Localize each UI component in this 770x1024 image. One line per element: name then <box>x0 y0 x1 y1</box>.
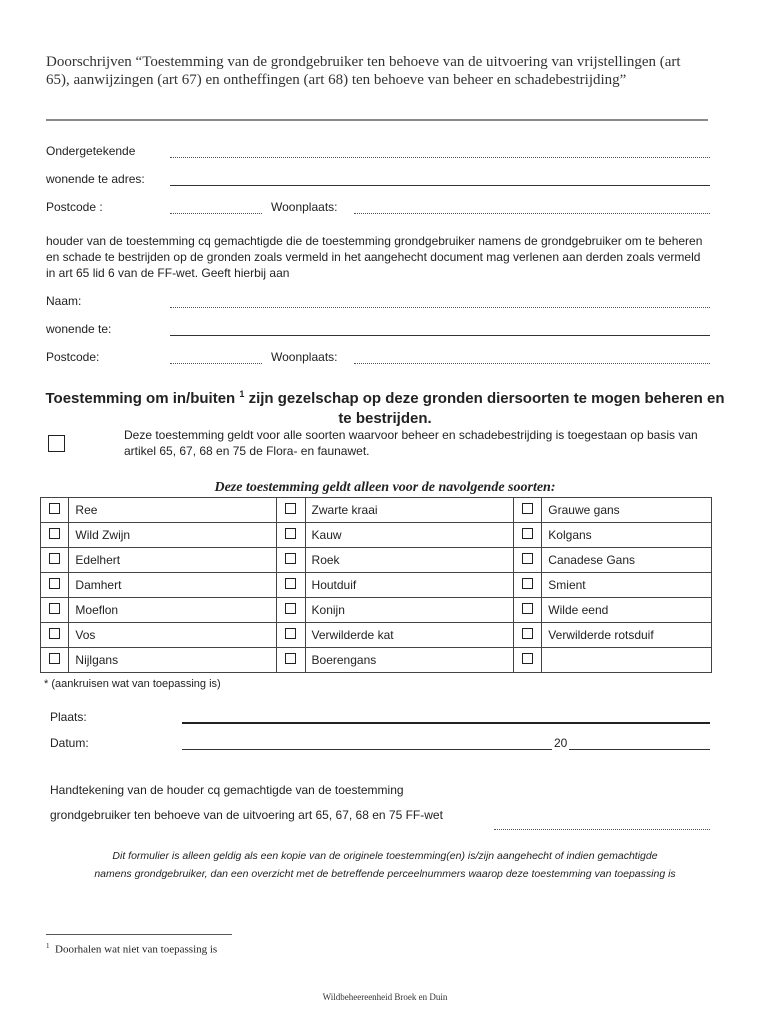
species-name: Kauw <box>305 523 513 548</box>
species-checkbox-cell <box>277 573 305 598</box>
species-name: Zwarte kraai <box>305 498 513 523</box>
species-checkbox-cell <box>513 598 541 623</box>
label-postcode-2: Postcode: <box>46 350 100 364</box>
species-name: Vos <box>69 623 277 648</box>
species-checkbox[interactable] <box>522 578 533 589</box>
species-checkbox[interactable] <box>49 528 60 539</box>
species-name: Edelhert <box>69 548 277 573</box>
species-checkbox-cell <box>41 523 69 548</box>
species-name <box>542 648 712 673</box>
table-row <box>41 498 712 523</box>
validity-note-2: namens grondgebruiker, dan een overzicht met de betreffende perceelnummers waarop deze toestemming van toepassing is <box>94 868 676 880</box>
species-checkbox[interactable] <box>285 528 296 539</box>
species-name: Canadese Gans <box>542 548 712 573</box>
signature-label-1: Handtekening van de houder cq gemachtigde van de toestemming <box>50 783 404 797</box>
table-row <box>41 598 712 623</box>
species-name: Ree <box>69 498 277 523</box>
field-postcode-2[interactable] <box>170 363 262 364</box>
species-checkbox[interactable] <box>49 503 60 514</box>
field-plaats[interactable] <box>182 722 710 724</box>
field-ondergetekende[interactable] <box>170 157 710 158</box>
species-checkbox-cell <box>277 623 305 648</box>
species-checkbox-cell <box>277 498 305 523</box>
species-checkbox-cell <box>277 598 305 623</box>
all-species-checkbox[interactable] <box>48 435 65 452</box>
species-checkbox-cell <box>41 648 69 673</box>
label-plaats: Plaats: <box>50 710 87 724</box>
species-name: Wild Zwijn <box>69 523 277 548</box>
species-checkbox-cell <box>513 573 541 598</box>
footnote: $^1$ Doorhalen wat niet van toepassing is <box>46 942 218 956</box>
species-name: Roek <box>305 548 513 573</box>
table-row <box>41 548 712 573</box>
table-row <box>41 523 712 548</box>
species-checkbox[interactable] <box>285 578 296 589</box>
label-datum: Datum: <box>50 736 89 750</box>
label-wonende: wonende te: <box>46 322 112 336</box>
authorization-paragraph: houder van de toestemming cq gemachtigde die de toestemming grondgebruiker namens de grondgebruiker om te beheren en schade te bestrijden op de gronden zoals vermeld in het aangehecht document mag verlenen aan derden zoals vermeld in art 65 lid 6 van de FF-wet. Geeft hierbij aan <box>46 234 703 280</box>
species-checkbox[interactable] <box>522 653 533 664</box>
field-postcode-1[interactable] <box>170 213 262 214</box>
species-checkbox-cell <box>41 573 69 598</box>
species-table <box>40 497 712 673</box>
species-checkbox[interactable] <box>49 578 60 589</box>
species-checkbox-cell <box>513 548 541 573</box>
field-datum[interactable] <box>182 749 710 750</box>
species-name: Boerengans <box>305 648 513 673</box>
label-wonende-adres: wonende te adres: <box>46 172 145 186</box>
species-checkbox[interactable] <box>522 603 533 614</box>
species-name: Konijn <box>305 598 513 623</box>
label-naam: Naam: <box>46 294 82 308</box>
species-checkbox[interactable] <box>285 653 296 664</box>
species-checkbox-cell <box>513 498 541 523</box>
page-footer: Wildbeheereenheid Broek en Duin <box>322 992 448 1002</box>
species-checkbox[interactable] <box>285 628 296 639</box>
label-woonplaats-2: Woonplaats: <box>271 350 338 364</box>
species-checkbox-cell <box>41 623 69 648</box>
species-checkbox[interactable] <box>522 628 533 639</box>
species-checkbox[interactable] <box>522 503 533 514</box>
species-checkbox-cell <box>513 623 541 648</box>
species-name: Verwilderde kat <box>305 623 513 648</box>
table-row <box>41 623 712 648</box>
species-name: Grauwe gans <box>542 498 712 523</box>
species-checkbox-cell <box>513 523 541 548</box>
species-checkbox-cell <box>277 523 305 548</box>
label-woonplaats-1: Woonplaats: <box>271 200 338 214</box>
species-checkbox-cell <box>41 498 69 523</box>
species-checkbox[interactable] <box>522 528 533 539</box>
species-name: Verwilderde rotsduif <box>542 623 712 648</box>
species-checkbox-cell <box>277 548 305 573</box>
document-title: Doorschrijven “Toestemming van de grondgebruiker ten behoeve van de uitvoering van vrijstellingen (art 65), aanwijzingen (art 67) en ontheffingen (art 68) ten behoeve van beheer en schadebestrijding” <box>46 54 681 88</box>
species-checkbox-cell <box>41 598 69 623</box>
species-checkbox[interactable] <box>522 553 533 564</box>
field-wonende[interactable] <box>170 335 710 336</box>
label-postcode-1: Postcode : <box>46 200 103 214</box>
species-name: Houtduif <box>305 573 513 598</box>
species-name: Damhert <box>69 573 277 598</box>
footnote-ref: 1 <box>239 389 245 399</box>
species-name: Nijlgans <box>69 648 277 673</box>
species-checkbox[interactable] <box>285 553 296 564</box>
species-checkbox[interactable] <box>49 653 60 664</box>
table-row <box>41 573 712 598</box>
species-checkbox[interactable] <box>49 603 60 614</box>
footnote-divider <box>46 934 232 935</box>
field-wonende-adres[interactable] <box>170 185 710 186</box>
signature-field[interactable] <box>494 829 710 830</box>
species-checkbox[interactable] <box>49 553 60 564</box>
species-checkbox-cell <box>41 548 69 573</box>
species-name: Wilde eend <box>542 598 712 623</box>
label-ondergetekende: Ondergetekende <box>46 144 136 158</box>
title-divider <box>46 119 708 121</box>
signature-label-2: grondgebruiker ten behoeve van de uitvoering art 65, 67, 68 en 75 FF-wet <box>50 808 443 822</box>
species-checkbox[interactable] <box>285 503 296 514</box>
permission-heading: Toestemming om in/buiten $^1$ zijn gezelschap op deze gronden diersoorten te mogen beheren en te bestrijden. <box>45 389 725 427</box>
field-naam[interactable] <box>170 307 710 308</box>
year-prefix: 20 <box>554 736 568 750</box>
species-name: Moeflon <box>69 598 277 623</box>
validity-note-1: Dit formulier is alleen geldig als een kopie van de originele toestemming(en) is/zijn aangehecht of indien gemachtigde <box>112 850 658 862</box>
species-subheading: Deze toestemming geldt alleen voor de navolgende soorten: <box>214 480 556 495</box>
species-checkbox-cell <box>513 648 541 673</box>
table-row <box>41 648 712 673</box>
species-checkbox[interactable] <box>285 603 296 614</box>
species-name: Smient <box>542 573 712 598</box>
species-checkbox-cell <box>277 648 305 673</box>
field-woonplaats-2[interactable] <box>354 363 710 364</box>
check-note: * (aankruisen wat van toepassing is) <box>44 678 221 690</box>
species-name: Kolgans <box>542 523 712 548</box>
field-woonplaats-1[interactable] <box>354 213 710 214</box>
species-checkbox[interactable] <box>49 628 60 639</box>
all-species-note: Deze toestemming geldt voor alle soorten waarvoor beheer en schadebestrijding is toegestaan op basis van artikel 65, 67, 68 en 75 de Flora- en faunawet. <box>124 428 698 458</box>
